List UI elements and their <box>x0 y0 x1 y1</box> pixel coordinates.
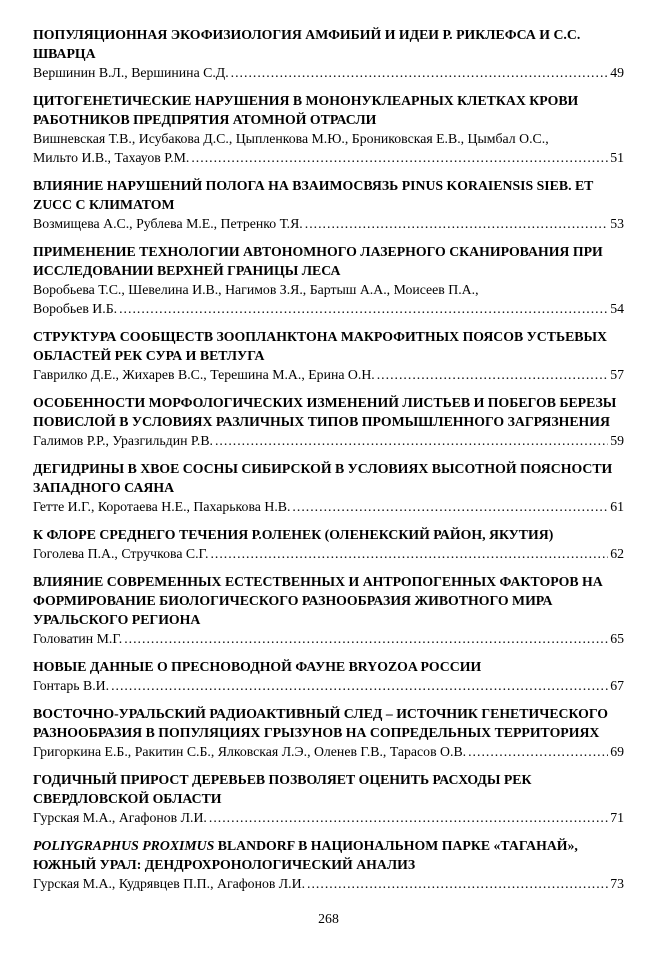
entry-authors-row <box>33 299 624 318</box>
entry-page-number: 57 <box>610 367 624 382</box>
entry-page-number: 67 <box>610 678 624 693</box>
entry-authors: Вишневская Т.В., Исубакова Д.С., Цыпленкова М.Ю., Брониковская Е.В., Цымбал О.С., <box>33 131 549 146</box>
dot-leader <box>119 299 608 318</box>
dot-leader <box>307 874 608 893</box>
entry-page-number: 51 <box>610 150 624 165</box>
entry-authors-row <box>33 214 624 233</box>
entry-page-number: 49 <box>610 65 624 80</box>
page-number-footer: 268 <box>318 911 339 926</box>
entry-authors-row <box>33 874 624 893</box>
toc-entry <box>33 393 624 450</box>
dot-leader <box>111 676 608 695</box>
entry-title: ПРИМЕНЕНИЕ ТЕХНОЛОГИИ АВТОНОМНОГО ЛАЗЕРНОГО СКАНИРОВАНИЯ ПРИ ИССЛЕДОВАНИИ ВЕРХНЕЙ ГРАНИЦЫ ЛЕСА <box>33 244 603 278</box>
entry-title-italic-species: POLIYGRAPHUS PROXIMUS <box>33 838 215 853</box>
dot-leader <box>209 808 608 827</box>
entry-authors-row <box>33 629 624 648</box>
entry-authors-row <box>33 676 624 695</box>
entry-authors: Григоркина Е.Б., Ракитин С.Б., Ялковская Л.Э., Оленев Г.В., Тарасов О.В. <box>33 744 467 759</box>
entry-authors-row <box>33 808 624 827</box>
entry-title: ДЕГИДРИНЫ В ХВОЕ СОСНЫ СИБИРСКОЙ В УСЛОВИЯХ ВЫСОТНОЙ ПОЯСНОСТИ ЗАПАДНОГО САЯНА <box>33 461 613 495</box>
toc-entry <box>33 704 624 761</box>
dot-leader <box>124 629 608 648</box>
dot-leader <box>210 544 608 563</box>
entry-page-number: 59 <box>610 433 624 448</box>
entry-authors-row <box>33 365 624 384</box>
toc-entry <box>33 525 624 563</box>
entry-page-number: 69 <box>610 744 624 759</box>
dot-leader <box>215 431 608 450</box>
entry-title-rest: BLANDORF В НАЦИОНАЛЬНОМ ПАРКЕ «ТАГАНАЙ», ЮЖНЫЙ УРАЛ: ДЕНДРОХРОНОЛОГИЧЕСКИЙ АНАЛИЗ <box>33 838 578 872</box>
entry-title: НОВЫЕ ДАННЫЕ О ПРЕСНОВОДНОЙ ФАУНЕ BRYOZOA РОССИИ <box>33 659 482 674</box>
entry-authors: Гонтарь В.И. <box>33 678 110 693</box>
entry-authors: Мильто И.В., Тахауов Р.М. <box>33 150 190 165</box>
entry-authors-row <box>33 148 624 167</box>
entry-authors: Вершинин В.Л., Вершинина С.Д. <box>33 65 229 80</box>
entry-authors: Гурская М.А., Агафонов Л.И. <box>33 810 207 825</box>
entry-page-number: 61 <box>610 499 624 514</box>
entry-authors-row <box>33 497 624 516</box>
toc-entry <box>33 25 624 82</box>
toc-entry <box>33 836 624 893</box>
entry-title: ГОДИЧНЫЙ ПРИРОСТ ДЕРЕВЬЕВ ПОЗВОЛЯЕТ ОЦЕНИТЬ РАСХОДЫ РЕК СВЕРДЛОВСКОЙ ОБЛАСТИ <box>33 772 532 806</box>
entry-authors: Гетте И.Г., Коротаева Н.Е., Пахарькова Н.В. <box>33 499 291 514</box>
entry-authors: Воробьева Т.С., Шевелина И.В., Нагимов З.Я., Бартыш А.А., Моисеев П.А., <box>33 282 479 297</box>
entry-page-number: 71 <box>610 810 624 825</box>
entry-title: ЦИТОГЕНЕТИЧЕСКИЕ НАРУШЕНИЯ В МОНОНУКЛЕАРНЫХ КЛЕТКАХ КРОВИ РАБОТНИКОВ ПРЕДПРЯТИЯ АТОМНОЙ ОТРАСЛИ <box>33 93 579 127</box>
entry-page-number: 62 <box>610 546 624 561</box>
toc-entry <box>33 572 624 648</box>
entry-authors-row <box>33 431 624 450</box>
entry-page-number: 73 <box>610 876 624 891</box>
entry-authors-row <box>33 742 624 761</box>
dot-leader <box>292 497 608 516</box>
entry-title: ВОСТОЧНО-УРАЛЬСКИЙ РАДИОАКТИВНЫЙ СЛЕД – ИСТОЧНИК ГЕНЕТИЧЕСКОГО РАЗНООБРАЗИЯ В ПОПУЛЯЦИЯХ ГРЫЗУНОВ НА СОПРЕДЕЛЬНЫХ ТЕРРИТОРИЯХ <box>33 706 609 740</box>
dot-leader <box>377 365 608 384</box>
toc-entry <box>33 770 624 827</box>
entry-authors-row <box>33 63 624 82</box>
dot-leader <box>305 214 608 233</box>
entry-title: ВЛИЯНИЕ НАРУШЕНИЙ ПОЛОГА НА ВЗАИМОСВЯЗЬ PINUS KORAIENSIS SIEB. ET ZUCC С КЛИМАТОМ <box>33 178 594 212</box>
entry-page-number: 54 <box>610 301 624 316</box>
entry-authors: Гаврилко Д.Е., Жихарев В.С., Терешина М.А., Ерина О.Н. <box>33 367 375 382</box>
toc-entry <box>33 242 624 318</box>
entry-authors: Головатин М.Г. <box>33 631 123 646</box>
entry-authors-row <box>33 544 624 563</box>
entry-authors: Возмищева А.С., Рублева М.Е., Петренко Т.Я. <box>33 216 303 231</box>
toc-entry <box>33 176 624 233</box>
dot-leader <box>468 742 608 761</box>
toc-entry <box>33 657 624 695</box>
entry-authors: Гурская М.А., Кудрявцев П.П., Агафонов Л.И. <box>33 876 306 891</box>
toc-entry <box>33 327 624 384</box>
entry-title: ПОПУЛЯЦИОННАЯ ЭКОФИЗИОЛОГИЯ АМФИБИЙ И ИДЕИ Р. РИКЛЕФСА И С.С. ШВАРЦА <box>33 27 581 61</box>
toc-entry <box>33 91 624 167</box>
entry-authors: Гоголева П.А., Стручкова С.Г. <box>33 546 209 561</box>
entry-title <box>33 836 624 874</box>
entry-authors: Воробьев И.Б. <box>33 301 118 316</box>
dot-leader <box>231 63 609 82</box>
entry-title: К ФЛОРЕ СРЕДНЕГО ТЕЧЕНИЯ Р.ОЛЕНЕК (ОЛЕНЕКСКИЙ РАЙОН, ЯКУТИЯ) <box>33 527 554 542</box>
entry-title: СТРУКТУРА СООБЩЕСТВ ЗООПЛАНКТОНА МАКРОФИТНЫХ ПОЯСОВ УСТЬЕВЫХ ОБЛАСТЕЙ РЕК СУРА И ВЕТЛУГА <box>33 329 607 363</box>
entry-title: ОСОБЕННОСТИ МОРФОЛОГИЧЕСКИХ ИЗМЕНЕНИЙ ЛИСТЬЕВ И ПОБЕГОВ БЕРЕЗЫ ПОВИСЛОЙ В УСЛОВИЯХ РАЗЛИЧНЫХ ТИПОВ ПРОМЫШЛЕННОГО ЗАГРЯЗНЕНИЯ <box>33 395 617 429</box>
entry-page-number: 53 <box>610 216 624 231</box>
entry-authors: Галимов Р.Р., Уразгильдин Р.В. <box>33 433 213 448</box>
entry-title: ВЛИЯНИЕ СОВРЕМЕННЫХ ЕСТЕСТВЕННЫХ И АНТРОПОГЕННЫХ ФАКТОРОВ НА ФОРМИРОВАНИЕ БИОЛОГИЧЕСКОГО РАЗНООБРАЗИЯ ЖИВОТНОГО МИРА УРАЛЬСКОГО РЕГИОНА <box>33 574 603 627</box>
toc-entry <box>33 459 624 516</box>
dot-leader <box>191 148 608 167</box>
entry-page-number: 65 <box>610 631 624 646</box>
